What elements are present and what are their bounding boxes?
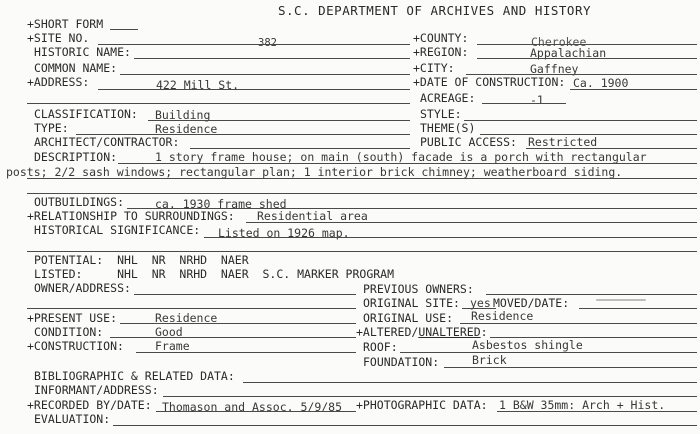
site-no-value: 382 — [258, 37, 277, 49]
classification-label: CLASSIFICATION: — [34, 107, 138, 121]
foundation-value: Brick — [472, 353, 507, 367]
address-second-line — [27, 103, 410, 104]
form-header-title: S.C. DEPARTMENT OF ARCHIVES AND HISTORY — [278, 3, 591, 18]
outbuildings-label: OUTBUILDINGS: — [34, 195, 125, 209]
construction-line — [136, 352, 356, 353]
bibliographic-label: BIBLIOGRAPHIC & RELATED DATA: — [34, 369, 235, 383]
pencil-mark — [596, 299, 646, 301]
city-value: Gaffney — [530, 62, 579, 76]
owner-line2 — [27, 308, 356, 309]
significance-value: Listed on 1926 map. — [218, 226, 350, 240]
date-construction-value: Ca. 1900 — [573, 76, 629, 90]
bibliographic-line — [243, 382, 697, 383]
photographic-label: +PHOTOGRAPHIC DATA: — [356, 398, 488, 412]
relationship-label: +RELATIONSHIP TO SURROUNDINGS: — [27, 209, 235, 223]
relationship-value: Residential area — [257, 209, 368, 223]
present-use-line — [120, 323, 356, 324]
county-line — [477, 44, 697, 45]
address-value: 422 Mill St. — [156, 78, 240, 92]
photographic-value: 1 B&W 35mm: Arch + Hist. — [499, 398, 666, 412]
acreage-label: ACREAGE: — [420, 91, 476, 105]
style-label: STYLE: — [420, 107, 462, 121]
description-rule2 — [27, 178, 697, 179]
condition-line — [110, 337, 356, 338]
style-line — [464, 120, 697, 121]
site-no-line — [98, 44, 410, 45]
original-site-label: ORIGINAL SITE: — [363, 296, 460, 310]
short-form-line — [110, 29, 138, 30]
recorded-by-line — [156, 411, 356, 412]
site-no-label: +SITE NO. — [27, 31, 90, 45]
historic-name-label: HISTORIC NAME: — [34, 45, 131, 59]
altered-prefix: +ALTERED/ — [356, 325, 419, 339]
short-form-label: +SHORT FORM — [27, 17, 104, 31]
architect-label: ARCHITECT/CONTRACTOR: — [34, 135, 180, 149]
classification-line — [148, 120, 410, 121]
address-line — [98, 89, 410, 90]
description-rule3 — [27, 193, 697, 194]
significance-line2 — [27, 251, 697, 252]
owner-label: OWNER/ADDRESS: — [34, 281, 131, 295]
significance-label: HISTORICAL SIGNIFICANCE: — [34, 223, 201, 237]
architect-line — [190, 148, 410, 149]
condition-label: CONDITION: — [34, 325, 104, 339]
date-construction-line — [570, 89, 697, 90]
present-use-value: Residence — [155, 311, 218, 325]
region-value: Appalachian — [530, 46, 607, 60]
original-site-value: yes — [470, 296, 491, 310]
informant-label: INFORMANT/ADDRESS: — [34, 383, 159, 397]
public-access-line — [526, 148, 697, 149]
recorded-by-value: Thomason and Assoc. 5/9/85 — [162, 400, 343, 414]
altered-label — [356, 326, 488, 339]
present-use-label: +PRESENT USE: — [27, 311, 118, 325]
public-access-label: PUBLIC ACCESS: — [420, 135, 517, 149]
significance-line1 — [204, 237, 697, 238]
original-use-value: Residence — [471, 309, 534, 323]
foundation-label: FOUNDATION: — [363, 355, 440, 369]
acreage-value: -1 — [530, 93, 544, 107]
common-name-label: COMMON NAME: — [34, 61, 118, 75]
evaluation-label: EVALUATION: — [34, 412, 111, 426]
original-use-line — [460, 323, 697, 324]
common-name-line — [120, 74, 410, 75]
evaluation-line — [113, 425, 697, 426]
historic-name-line — [134, 58, 410, 59]
county-value: Cherokee — [531, 35, 587, 49]
moved-date-line — [579, 308, 697, 309]
condition-value: Good — [155, 325, 183, 339]
public-access-value: Restricted — [528, 135, 598, 149]
classification-value: Building — [155, 108, 211, 122]
roof-label: ROOF: — [363, 340, 398, 354]
roof-value: Asbestos shingle — [472, 338, 583, 352]
informant-line — [163, 396, 697, 397]
description-label: DESCRIPTION: — [34, 150, 118, 164]
construction-value: Frame — [155, 339, 190, 353]
date-construction-label: +DATE OF CONSTRUCTION: — [413, 75, 566, 89]
acreage-line — [482, 103, 566, 104]
photographic-line — [497, 411, 697, 412]
unaltered-underlined: UNALTERED — [418, 325, 481, 339]
previous-owners-line — [486, 294, 697, 295]
county-label: +COUNTY: — [413, 31, 469, 45]
region-label: +REGION: — [413, 45, 469, 59]
foundation-line — [444, 367, 697, 368]
potential-label: POTENTIAL: NHL NR NRHD NAER — [34, 253, 249, 267]
previous-owners-label: PREVIOUS OWNERS: — [363, 282, 474, 296]
recorded-by-label: +RECORDED BY/DATE: — [27, 398, 152, 412]
construction-label: +CONSTRUCTION: — [27, 339, 124, 353]
original-use-label: ORIGINAL USE: — [363, 311, 454, 325]
listed-label: LISTED: NHL NR NRHD NAER S.C. MARKER PROGRAM — [34, 267, 395, 281]
relationship-line — [246, 222, 697, 223]
type-label: TYPE: — [34, 121, 69, 135]
moved-date-label: MOVED/DATE: — [493, 296, 570, 310]
description-line2: posts; 2/2 sash windows; rectangular plan; 1 interior brick chimney; weatherboard siding. — [6, 165, 623, 179]
address-label: +ADDRESS: — [27, 75, 90, 89]
altered-suffix: : — [480, 325, 488, 339]
outbuildings-value: ca. 1930 frame shed — [155, 197, 287, 211]
owner-line1 — [134, 294, 356, 295]
roof-line — [400, 352, 697, 353]
region-line — [477, 58, 697, 59]
type-value: Residence — [155, 122, 218, 136]
city-label: +CITY: — [413, 61, 455, 75]
themes-label: THEME(S) — [420, 121, 476, 135]
description-rule1 — [118, 163, 697, 164]
description-line1: 1 story frame house; on main (south) facade is a porch with rectangular — [155, 150, 647, 164]
